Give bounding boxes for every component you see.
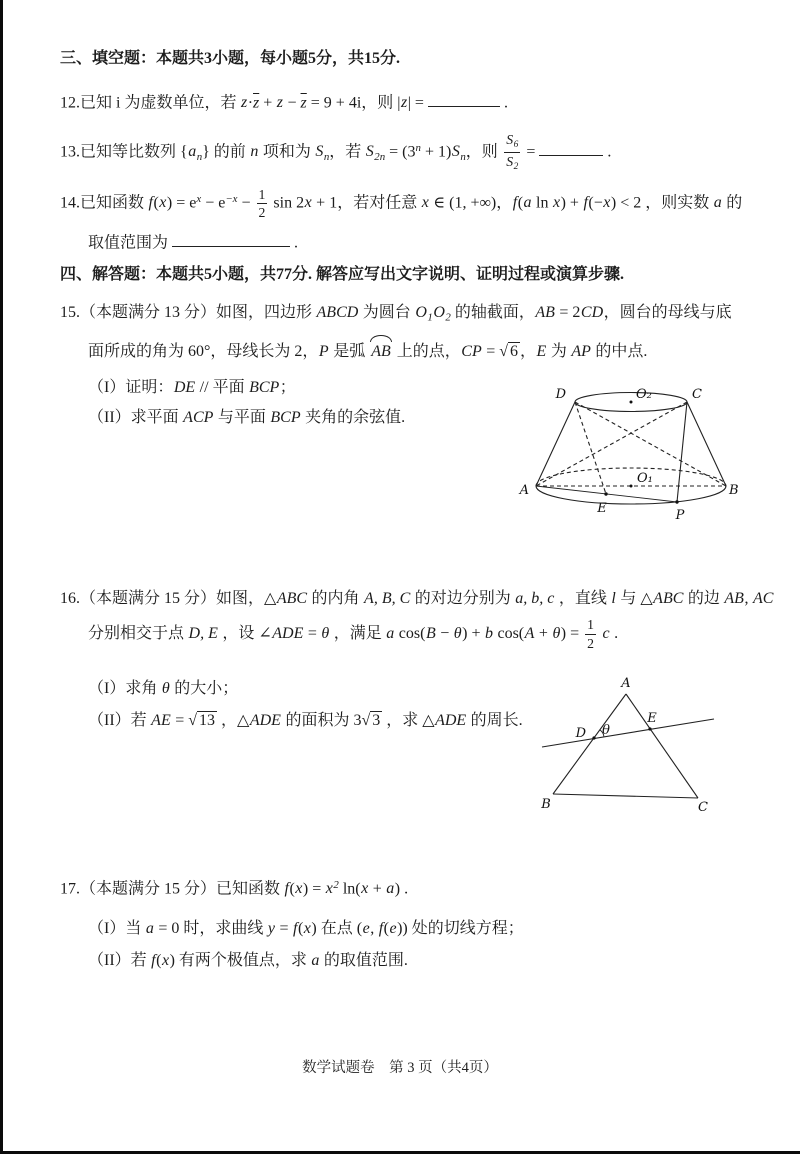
label-P: P (675, 508, 685, 523)
point-O2 (630, 401, 633, 404)
page-footer: 数学试题卷 第 3 页（共4页） (302, 1060, 498, 1076)
line-l (542, 719, 714, 747)
label-O1: O₁ (637, 471, 653, 486)
label-O2: O₂ (636, 387, 652, 402)
segment-DE (575, 402, 606, 494)
question-15-line-1: 15.（本题满分 13 分）如图，四边形 ABCD 为圆台 $O_1O_2$ 的轴截面，AB = 2CD，圆台的母线与底 (60, 304, 732, 324)
side-AB (553, 694, 626, 794)
section-fill-heading: 三、填空题：本题共3小题，每小题5分，共15分. (60, 50, 401, 67)
label-B: B (541, 797, 551, 812)
frustum-svg (519, 372, 739, 530)
question-16-line-2: 分别相交于点 D, E ，设 ∠ADE = θ ，满足 a cos(B − θ) + b cos(A + θ) = $\frac{1}{2}$ c . (88, 617, 619, 651)
label-A: A (519, 483, 529, 498)
point-E (648, 727, 651, 730)
label-A: A (621, 676, 631, 691)
question-15-line-2: 面所成的角为 60°，母线长为 2，P 是弧 AB 上的点，CP = √ 6 ，E 为 AP 的中点. (88, 337, 647, 365)
segment-CP (677, 402, 687, 502)
question-14-line-2: 取值范围为 . (88, 230, 298, 256)
side-AC (626, 694, 698, 798)
label-D: D (555, 387, 566, 402)
point-D (592, 736, 595, 739)
frustum-bottom-front-arc (536, 486, 726, 504)
label-B: B (729, 483, 739, 498)
frustum-right-side (687, 402, 726, 486)
label-E: E (647, 711, 657, 726)
label-E: E (597, 501, 607, 516)
question-16-part-1: （I）求角 θ 的大小； (88, 680, 239, 697)
question-14-line-1: 14.已知函数 $f(x) = e^x - e^{-x}$ − $\frac{1}{2}$ sin 2x + 1，若对任意 x ∈ (1, +∞)，f(a ln x) + f(−x) < 2 ，则实数 a 的 (60, 186, 743, 221)
segment-CA (536, 402, 687, 486)
label-D: D (575, 726, 586, 741)
label-C: C (698, 800, 708, 815)
section-answer-heading: 四、解答题：本题共5小题，共77分. 解答应写出文字说明、证明过程或演算步骤. (60, 266, 625, 283)
question-15-part-2: （II）求平面 ACP 与平面 BCP 夹角的余弦值. (88, 409, 406, 426)
triangle-svg (538, 676, 723, 816)
frustum-figure (519, 372, 739, 530)
point-P (675, 500, 678, 503)
point-E (604, 492, 607, 495)
side-BC (553, 794, 698, 798)
question-15-part-1: （I）证明：DE // 平面 BCP； (88, 379, 296, 396)
label-C: C (692, 387, 702, 402)
point-O1 (630, 485, 633, 488)
frustum-left-side (536, 402, 575, 486)
label-theta: θ (602, 723, 610, 738)
question-12: 12.已知 i 为虚数单位，若 $z\cdot\overline{z} + z - \overline{z} = 9 + 4i$，则 |z| = . (60, 90, 508, 116)
question-16-line-1: 16.（本题满分 15 分）如图，△ABC 的内角 A, B, C 的对边分别为 a, b, c ，直线 l 与 △ABC 的边 AB, AC (60, 590, 774, 607)
question-17-part-2: （II）若 f(x) 有两个极值点，求 a 的取值范围. (88, 952, 408, 969)
triangle-figure (538, 676, 723, 816)
question-13: 13.已知等比数列 $\{a_n\}$ 的前 n 项和为 $S_n$，若 $S_{2n} = (3^n + 1)S_n$，则 $\frac{S_6}{S_2}$ = . (60, 132, 612, 173)
question-17-part-1: （I）当 a = 0 时，求曲线 y = f(x) 在点 (e, f(e)) 处的切线方程； (88, 920, 524, 937)
scan-edge-left (0, 0, 3, 1153)
question-16-part-2: （II）若 AE = √ 13 ，△ADE 的面积为 3√ 3 ，求 △ADE 的周长. (88, 712, 523, 729)
question-17-line-1: 17.（本题满分 15 分）已知函数 $f(x) = x^2$ ln(x + a) . (60, 879, 409, 898)
scan-edge-bottom (0, 1151, 800, 1154)
